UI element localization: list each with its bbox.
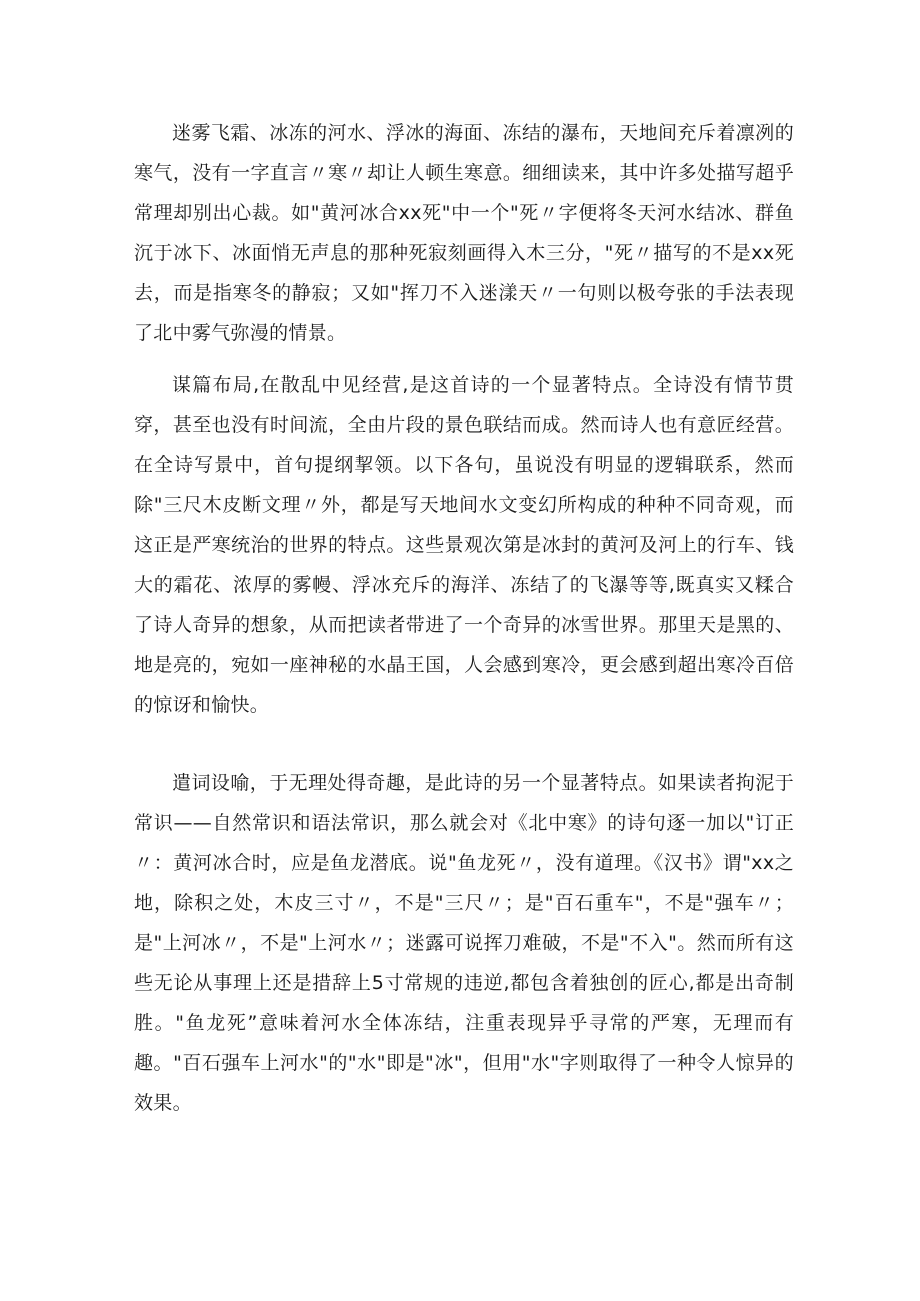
paragraph-imagery: 迷雾飞霜、冰冻的河水、浮冰的海面、冻结的瀑布，天地间充斥着凛冽的寒气，没有一字直言〃寒〃却让人顿生寒意。细细读来，其中许多处描写超乎常理却别出心裁。如"黄河冰合xx死"中一个"死〃字便将冬天河水结冰、群鱼沉于冰下、冰面悄无声息的那种死寂刻画得入木三分，"死〃描写的不是xx死去，而是指寒冬的静寂；又如"挥刀不入迷漾天〃一句则以极夸张的手法表现了北中雾气弥漫的情景。 — [134, 122, 794, 344]
paragraph-structure: 谋篇布局,在散乱中见经营,是这首诗的一个显著特点。全诗没有情节贯穿，甚至也没有时间流，全由片段的景色联结而成。然而诗人也有意匠经营。在全诗写景中，首句提纲挈领。以下各句，虽说没有明显的逻辑联系，然而除"三尺木皮断文理〃外，都是写天地间水文变幻所构成的种种不同奇观，而这正是严寒统治的世界的特点。这些景观次第是冰封的黄河及河上的行车、钱大的霜花、浓厚的雾幔、浮冰充斥的海洋、冻结了的飞瀑等等,既真实又糅合了诗人奇异的想象，从而把读者带进了一个奇异的冰雪世界。那里天是黑的、地是亮的，宛如一座神秘的水晶王国，人会感到寒冷，更会感到超出寒冷百倍的惊讶和愉快。 — [134, 374, 794, 716]
paragraph-diction: 遣词设喻，于无理处得奇趣，是此诗的另一个显著特点。如果读者拘泥于常识——自然常识和语法常识，那么就会对《北中寒》的诗句逐一加以"订正〃：黄河冰合时，应是鱼龙潜底。说"鱼龙死〃，没有道理。《汉书》谓"xx之地，除积之处，木皮三寸〃，不是"三尺〃；是"百石重车"，不是"强车〃；是"上河冰〃，不是"上河水〃；迷露可说挥刀难破，不是"不入"。然而所有这些无论从事理上还是措辞上5寸常规的违逆,都包含着独创的匠心,都是出奇制胜。"鱼龙死”意味着河水全体冻结，注重表现异乎寻常的严寒，无理而有趣。"百石强车上河水"的"水"即是"冰"，但用"水"字则取得了一种令人惊异的效果。 — [134, 772, 794, 1114]
